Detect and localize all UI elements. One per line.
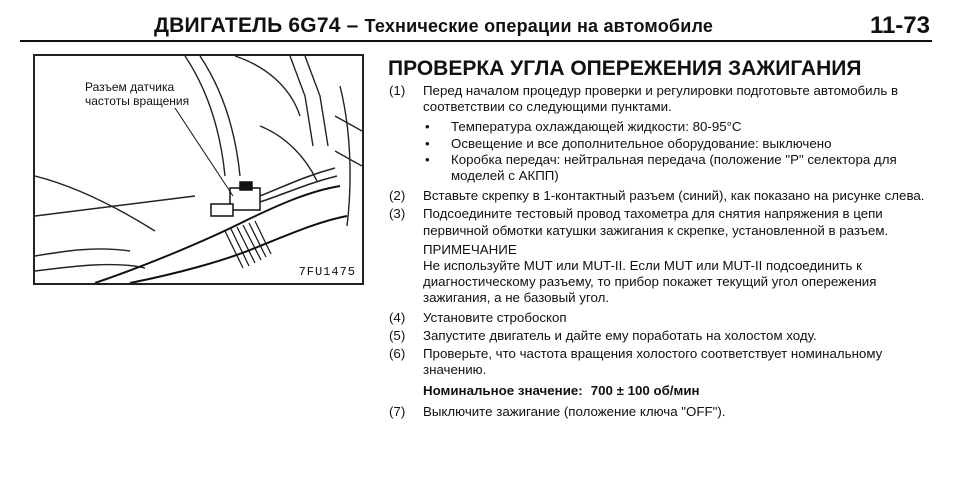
step-number: (2) — [389, 188, 406, 204]
step-number: (6) — [389, 346, 406, 362]
page-header — [20, 10, 932, 42]
step-text: Запустите двигатель и дайте ему поработать на холостом ходу. — [423, 327, 817, 343]
figure-label-line2: частоты вращения — [85, 94, 190, 108]
header-title — [154, 14, 713, 38]
preconditions-list — [388, 119, 933, 184]
bullet-icon: • — [425, 151, 430, 167]
step-text: Подсоедините тестовый провод тахометра для снятия напряжения в цепи первичной обмотки катушки зажигания к скрепке, установленной в разъем. — [423, 206, 889, 238]
step-text: Вставьте скрепку в 1-контактный разъем (синий), как показано на рисунке слева. — [423, 188, 925, 204]
step-text: Установите стробоскоп — [423, 309, 567, 325]
step-3 — [388, 206, 933, 238]
bullet-text: Температура охлаждающей жидкости: 80-95°C — [451, 119, 742, 135]
header-title-separator: – — [340, 14, 365, 37]
header-title-main: ДВИГАТЕЛЬ 6G74 — [154, 14, 341, 37]
step-number: (7) — [389, 403, 406, 419]
step-6 — [388, 346, 933, 378]
figure-callout — [85, 80, 189, 108]
procedure-content — [388, 56, 933, 422]
step-5 — [388, 328, 933, 344]
header-title-sub: Технические операции на автомобиле — [364, 16, 714, 36]
bullet-text: Освещение и все дополнительное оборудование: выключено — [451, 135, 832, 151]
list-item — [423, 152, 933, 184]
list-item — [423, 136, 933, 152]
step-text: Выключите зажигание (положение ключа "OFF"). — [423, 403, 726, 419]
step-1 — [388, 83, 933, 115]
note-heading: ПРИМЕЧАНИЕ — [423, 241, 517, 257]
page-number: 11-73 — [869, 12, 930, 39]
step-number: (4) — [389, 309, 406, 325]
figure-label-line1: Разъем датчика — [85, 80, 175, 94]
section-title: ПРОВЕРКА УГЛА ОПЕРЕЖЕНИЯ ЗАЖИГАНИЯ — [388, 57, 862, 80]
bullet-text: Коробка передач: нейтральная передача (положение "P" селектора для моделей с АКПП) — [451, 151, 897, 184]
step-text: Проверьте, что частота вращения холостого соответствует номинальному значению. — [423, 346, 883, 378]
list-item — [423, 119, 933, 135]
nominal-number: 700 ± 100 об/мин — [590, 383, 700, 399]
bullet-icon: • — [425, 135, 430, 151]
figure-code: 7FU1475 — [298, 265, 356, 279]
step-7 — [388, 404, 933, 420]
engine-figure — [33, 54, 364, 285]
note-text: Не используйте MUT или MUT-II. Если MUT или MUT-II подсоединить к диагностическому разъему, то прибор покажет текущий угол опережения зажигания, а не базовый угол. — [423, 258, 877, 306]
note-block — [388, 242, 933, 307]
nominal-label: Номинальное значение: — [423, 383, 583, 399]
step-4 — [388, 310, 933, 326]
step-number: (3) — [389, 206, 406, 222]
step-2 — [388, 188, 933, 204]
bullet-icon: • — [425, 119, 430, 135]
step-number: (1) — [389, 83, 406, 98]
header-rule — [20, 40, 932, 42]
nominal-value — [388, 383, 933, 399]
step-number: (5) — [389, 327, 406, 343]
step-text: Перед началом процедур проверки и регулировки подготовьте автомобиль в соответствии со следующими пунктами. — [423, 83, 899, 115]
